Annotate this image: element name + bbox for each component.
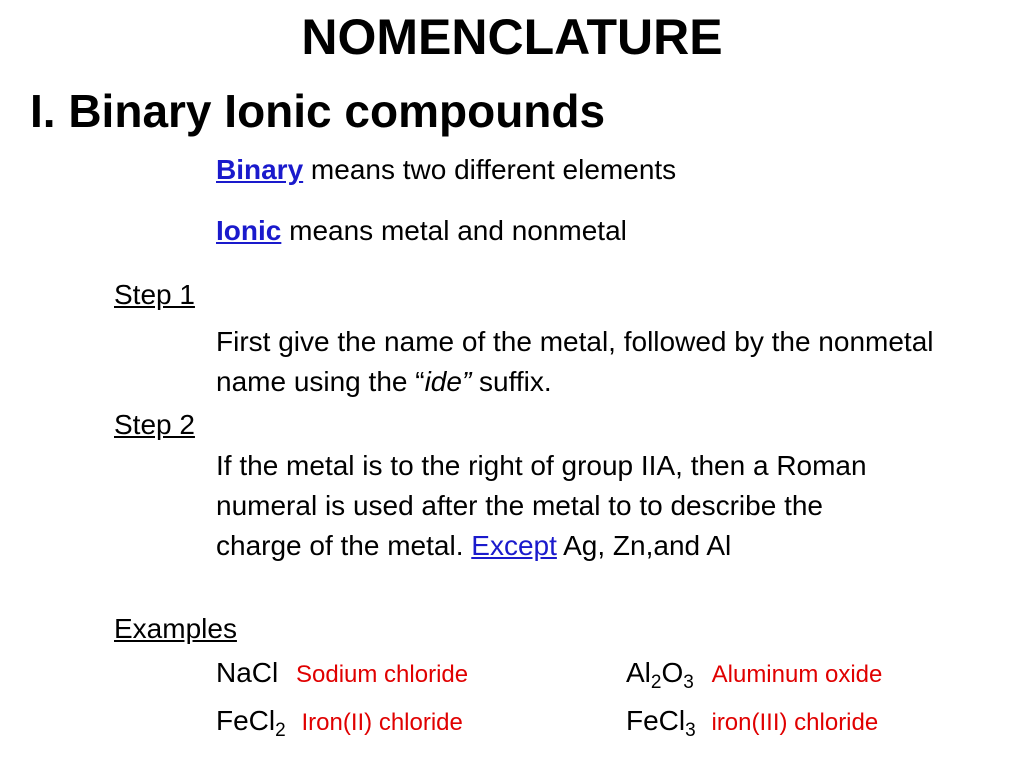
al2o3-part1: Al [626, 657, 651, 688]
ionic-term: Ionic [216, 215, 282, 246]
ionic-text: means metal and nonmetal [281, 215, 627, 246]
example-nacl [216, 657, 468, 689]
al2o3-name: Aluminum oxide [711, 661, 883, 688]
fecl2-part: FeCl [216, 705, 276, 736]
step1-text-a: First give the name of the metal, followed by the nonmetal name using the “ [216, 326, 934, 397]
ide-suffix: ide” [424, 366, 472, 397]
fecl2-name: Iron(II) chloride [301, 709, 463, 736]
step2-label: Step 2 [114, 409, 195, 440]
section-heading: I. Binary Ionic compounds [30, 85, 606, 137]
fecl2-sub: 2 [275, 720, 286, 741]
step1-text-b: suffix. [471, 366, 552, 397]
step1-text [216, 322, 956, 402]
step2-text-a: If the metal is to the right of group IIA, then a Roman numeral is used after the metal to to describe the charge of the metal. [216, 450, 867, 561]
al2o3-formula [626, 657, 694, 693]
fecl3-formula [626, 705, 696, 741]
al2o3-sub2: 3 [683, 672, 694, 693]
binary-definition [216, 154, 676, 186]
example-fecl3 [626, 705, 879, 741]
example-fecl2 [216, 705, 463, 741]
binary-text: means two different elements [303, 154, 677, 185]
nacl-name: Sodium chloride [296, 661, 469, 688]
step2-text [216, 446, 916, 566]
ionic-definition [216, 215, 627, 247]
al2o3-sub1: 2 [650, 672, 662, 693]
slide-title: NOMENCLATURE [301, 9, 723, 65]
al2o3-part2: O [661, 657, 684, 688]
fecl3-name: iron(III) chloride [711, 709, 879, 736]
binary-term: Binary [216, 154, 304, 185]
step1-label: Step 1 [114, 279, 195, 310]
example-al2o3 [626, 657, 883, 693]
examples-label: Examples [114, 613, 237, 644]
fecl3-part: FeCl [626, 705, 686, 736]
fecl3-sub: 3 [685, 720, 696, 741]
step2-text-b: Ag, Zn,and Al [556, 530, 732, 561]
fecl2-formula [216, 705, 286, 741]
nacl-formula: NaCl [216, 657, 279, 688]
except-link[interactable]: Except [471, 530, 557, 561]
